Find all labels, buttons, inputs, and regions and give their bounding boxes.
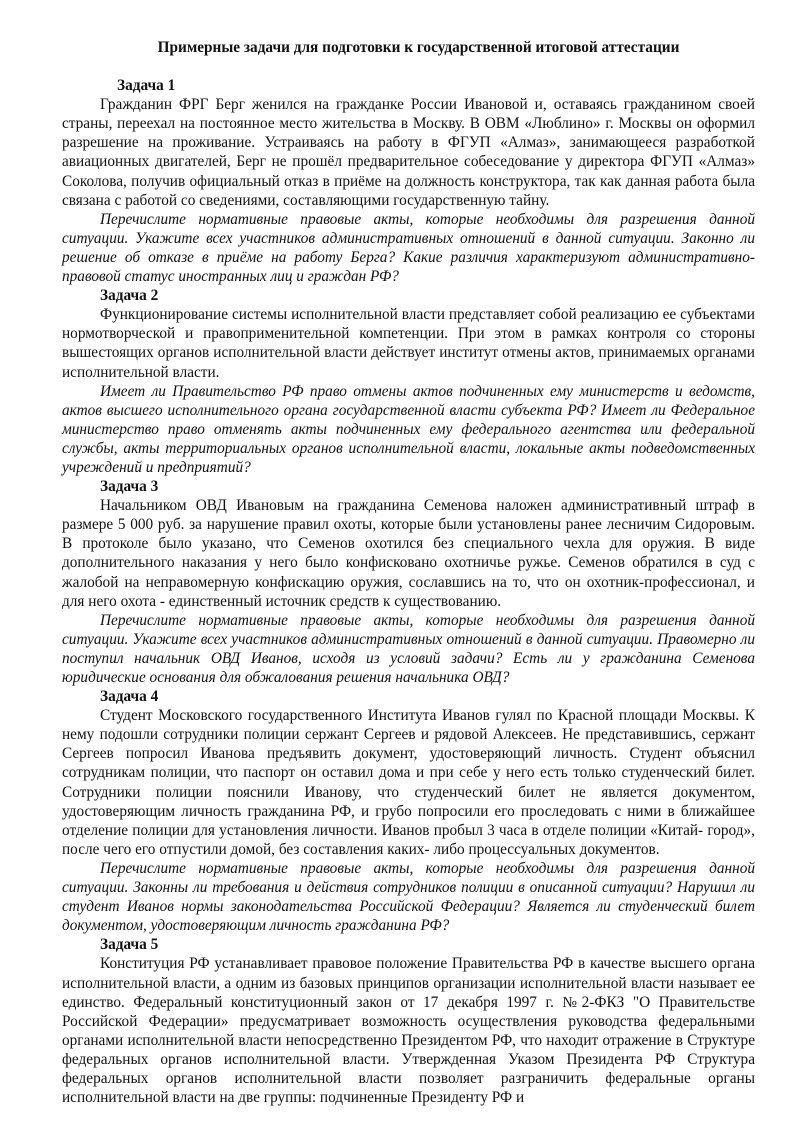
document-page — [62, 38, 755, 1107]
task-question: Имеет ли Правительство РФ право отмены актов подчиненных ему министерств и ведомств, актов высшего исполнительного органа государственной власти субъекта РФ? Имеет ли Федеральное министерство право отменять акты подчиненных ему федерального агентства или федеральной службы, акты территориальных органов исполнительной власти, локальные акты подведомственных учреждений и предприятий? — [62, 382, 755, 476]
task-question: Перечислите нормативные правовые акты, которые необходимы для разрешения данной ситуации. Укажите всех участников административных отношений в данной ситуации. Законно ли решение об отказе в приёме на работу Берга? Какие различия характеризуют административно-правовой статус иностранных лиц и граждан РФ? — [62, 210, 755, 286]
task-heading: Задача 1 — [117, 77, 176, 95]
task-2 — [62, 286, 755, 477]
task-question: Перечислите нормативные правовые акты, которые необходимы для разрешения данной ситуации. Укажите всех участников административных отношений в данной ситуации. Правомерно ли поступил начальник ОВД Иванов, исходя из условий задачи? Есть ли у гражданина Семенова юридические основания для обжалования решения начальника ОВД? — [62, 611, 755, 686]
task-body: Гражданин ФРГ Берг женился на гражданке России Ивановой и, оставаясь гражданином своей страны, переехал на постоянное место жительства в Москву. В ОВМ «Люблино» г. Москвы он оформил разрешение на проживание. Устраиваясь на работу в ФГУП «Алмаз», занимающееся разработкой авиационных двигателей, Берг не прошёл предварительное собеседование у директора ФГУП «Алмаз» Соколова, получив официальный отказ в приёме на должность конструктора, так как данная работа была связана с работой со сведениями, составляющими государственную тайну. — [62, 96, 755, 209]
task-body: Студент Московского государственного Института Иванов гулял по Красной площади Москвы. К нему подошли сотрудники полиции сержант Сергеев и рядовой Алексеев. Не представившись, сержант Сергеев попросил Иванова предъявить документ, удостоверяющий личность. Студент объяснил сотрудникам полиции, что паспорт он оставил дома и при себе у него есть только студенческий билет. Сотрудники полиции пояснили Иванову, что студенческий билет не является документом, удостоверяющим личность гражданина РФ, и грубо попросили его проследовать с ними в ближайшее отделение полиции для установления личности. Иванов пробыл 3 часа в отделе полиции «Китай- город», после чего его отпустили домой, без составления каких- либо процессуальных документов. — [62, 707, 755, 858]
task-heading: Задача 4 — [100, 688, 159, 706]
task-4 — [62, 687, 755, 935]
task-heading: Задача 2 — [100, 287, 159, 305]
task-body: Функционирование системы исполнительной власти представляет собой реализацию ее субъектами нормотворческой и правоприменительной компетенции. При этом в рамках контроля со стороны вышестоящих органов исполнительной власти действует институт отмены актов, принимаемых органами исполнительной власти. — [62, 306, 755, 381]
task-5 — [62, 935, 755, 1107]
document-title: Примерные задачи для подготовки к государственной итоговой аттестации — [157, 39, 680, 56]
task-heading: Задача 5 — [100, 936, 159, 954]
task-body: Конституция РФ устанавливает правовое положение Правительства РФ в качестве высшего органа исполнительной власти, а одним из базовых принципов организации исполнительной власти называет ее единство. Федеральный конституционный закон от 17 декабря 1997 г. №2-ФКЗ "О Правительстве Российской Федерации» предусматривает возможность осуществления руководства федеральными органами исполнительной власти непосредственно Президентом РФ, что находит отражение в Структуре федеральных органов исполнительной власти. Утвержденная Указом Президента РФ Структура федеральных органов исполнительной власти позволяет разграничить федеральные органы исполнительной власти на две группы: подчиненные Президенту РФ и — [62, 955, 755, 1107]
task-heading: Задача 3 — [100, 478, 159, 496]
task-1 — [62, 76, 755, 286]
task-question: Перечислите нормативные правовые акты, которые необходимы для разрешения данной ситуации. Законны ли требования и действия сотрудников полиции в описанной ситуации? Нарушил ли студент Иванов нормы законодательства Российской Федерации? Является ли студенческий билет документом, удостоверяющим личность гражданина РФ? — [62, 859, 755, 935]
task-3 — [62, 477, 755, 687]
task-body: Начальником ОВД Ивановым на гражданина Семенова наложен административный штраф в размере 5 000 руб. за нарушение правил охоты, которые были установлены ранее лесничим Сидоровым. В протоколе было указано, что Семенов охотился без специального чехла для оружия. В виде дополнительного наказания у него было конфисковано охотничье ружье. Семенов обратился в суд с жалобой на неправомерную конфискацию оружия, сославшись на то, что он охотник-профессионал, и для него охота - единственный источник средств к существованию. — [62, 497, 755, 610]
